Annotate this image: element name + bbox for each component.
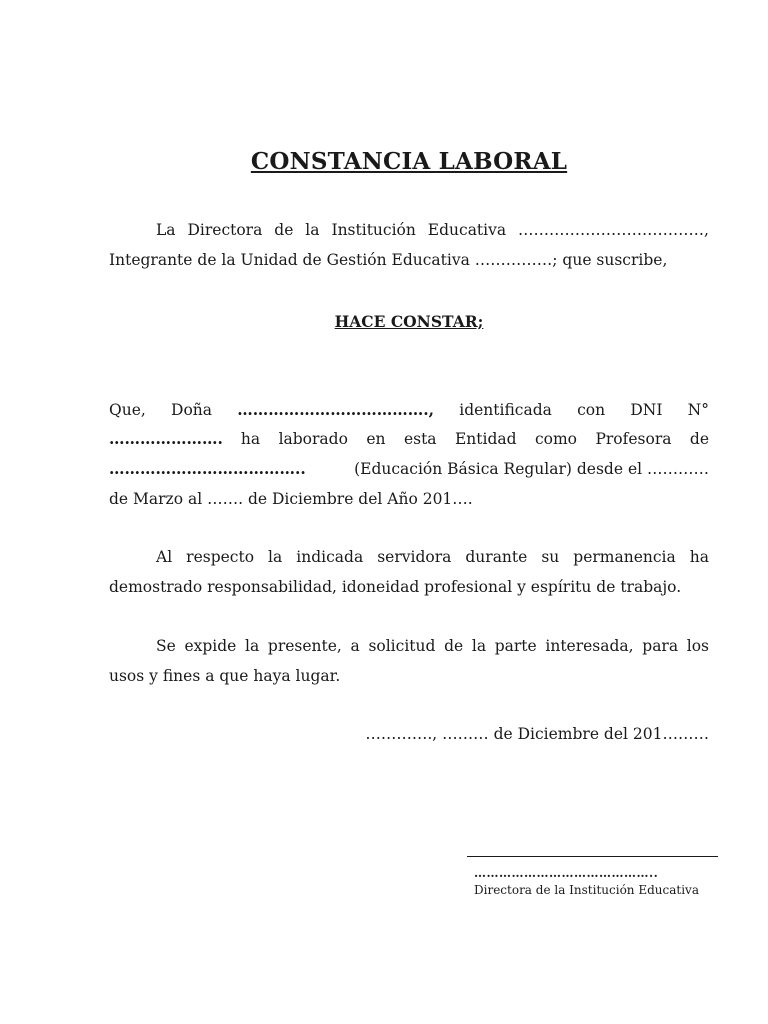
body1-dona: Doña	[171, 401, 212, 419]
intro-line-1: La Directora de la Institución Educativa ………………………………,	[156, 221, 709, 239]
dni-blank: ………………….	[109, 429, 223, 448]
body1-line-2	[109, 429, 709, 449]
body2-line-1: Al respecto la indicada servidora durante su permanencia ha	[156, 548, 709, 566]
body1-dni: DNI	[630, 401, 663, 419]
body1-que: Que,	[109, 401, 146, 419]
intro-line-2: Integrante de la Unidad de Gestión Educativa ……………; que suscribe,	[109, 251, 668, 269]
body1-level-text: (Educación Básica Regular) desde el …………	[354, 460, 709, 478]
document-title: CONSTANCIA LABORAL	[250, 148, 568, 175]
signature-label: Directora de la Institución Educativa	[474, 883, 699, 897]
signature-dots: ……………………………………..	[474, 866, 659, 880]
body1-line-3	[109, 459, 709, 479]
name-blank: ……………………………….,	[237, 400, 435, 419]
body3-line-1: Se expide la presente, a solicitud de la parte interesada, para los	[156, 637, 709, 655]
body1-con: con	[577, 401, 606, 419]
subject-blank: ………………………………..	[109, 459, 306, 478]
body1-num: N°	[687, 401, 709, 419]
signature-rule	[467, 856, 718, 857]
date-line: …………., ……… de Diciembre del 201………	[365, 725, 709, 743]
body2-line-2: demostrado responsabilidad, idoneidad profesional y espíritu de trabajo.	[109, 578, 682, 596]
body3-line-2: usos y fines a que haya lugar.	[109, 667, 341, 685]
body1-line-1	[109, 400, 709, 420]
body1-laborado-text: ha laborado en esta Entidad como Profesora de	[240, 430, 709, 448]
body1-line-4: de Marzo al ……. de Diciembre del Año 201….	[109, 490, 473, 508]
body1-identificada: identificada	[459, 401, 552, 419]
section-heading: HACE CONSTAR;	[334, 312, 484, 331]
